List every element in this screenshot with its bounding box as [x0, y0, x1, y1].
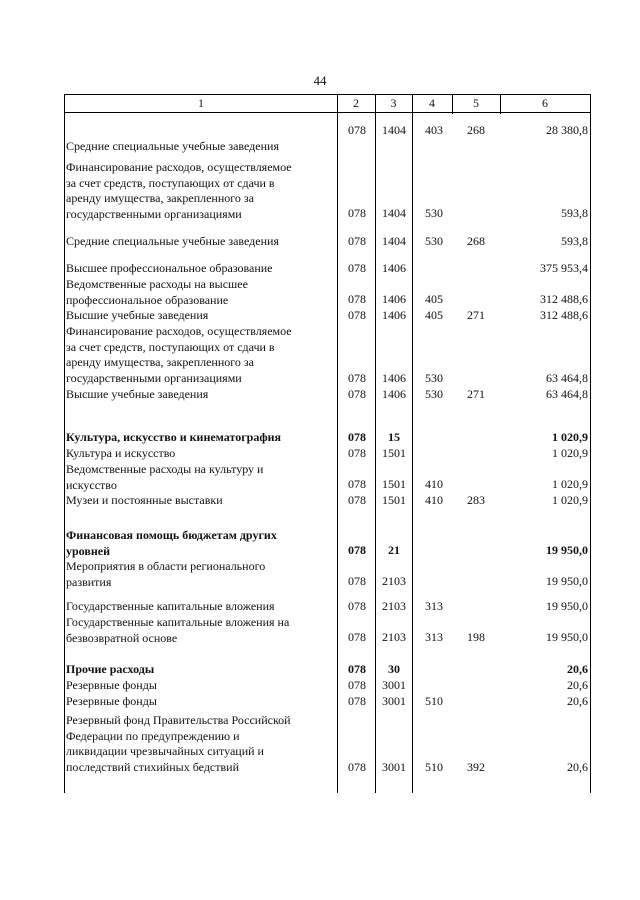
table-row	[65, 713, 590, 776]
cell-col-6: 312 488,6	[540, 308, 588, 323]
cell-col-2: 078	[348, 308, 366, 323]
cell-col-3: 1406	[382, 308, 406, 323]
cell-col-4: 510	[425, 694, 443, 709]
table-row	[65, 446, 590, 462]
cell-col-6: 19 950,0	[546, 543, 588, 558]
cell-col-2: 078	[348, 678, 366, 693]
row-label: Финансирование расходов, осуществляемое за счет средств, поступающих от сдачи в аренду имущества, закрепленного за государственными организациями	[66, 160, 292, 221]
row-label: Финансирование расходов, осуществляемое за счет средств, поступающих от сдачи в аренду имущества, закрепленного за государственными организациями	[66, 324, 292, 385]
cell-col-5: 271	[467, 387, 485, 402]
row-label: Культура, искусство и кинематография	[66, 430, 282, 444]
budget-table	[64, 94, 591, 793]
table-row	[65, 559, 590, 590]
cell-col-6: 19 950,0	[546, 630, 588, 645]
row-label: Высшее профессиональное образование	[66, 261, 273, 275]
row-label: Резервные фонды	[66, 678, 157, 692]
table-row	[65, 599, 590, 615]
cell-col-6: 1 020,9	[552, 493, 588, 508]
cell-col-2: 078	[348, 206, 366, 221]
cell-col-3: 2103	[382, 599, 406, 614]
cell-col-6: 63 464,8	[546, 371, 588, 386]
cell-col-2: 078	[348, 234, 366, 249]
cell-col-6: 28 380,8	[546, 123, 588, 138]
cell-col-2: 078	[348, 599, 366, 614]
table-row	[65, 234, 590, 250]
cell-col-6: 593,8	[561, 234, 588, 249]
cell-col-3: 1501	[382, 477, 406, 492]
table-top-rule	[65, 94, 590, 95]
row-label: Государственные капитальные вложения на безвозвратной основе	[66, 615, 290, 645]
cell-col-4: 405	[425, 308, 443, 323]
cell-col-2: 078	[348, 694, 366, 709]
cell-col-5: 268	[467, 234, 485, 249]
cell-col-6: 375 953,4	[540, 261, 588, 276]
cell-col-3: 1406	[382, 292, 406, 307]
cell-col-2: 078	[348, 292, 366, 307]
cell-col-3: 3001	[382, 760, 406, 775]
header-col-6: 6	[542, 96, 548, 110]
cell-col-2: 078	[348, 387, 366, 402]
row-label: Ведомственные расходы на высшее профессиональное образование	[66, 277, 248, 307]
cell-col-3: 2103	[382, 574, 406, 589]
cell-col-6: 1 020,9	[552, 446, 588, 461]
row-label: Ведомственные расходы на культуру и искусство	[66, 462, 264, 492]
header-col-1: 1	[198, 96, 204, 110]
cell-col-6: 20,6	[567, 694, 588, 709]
row-label: Государственные капитальные вложения	[66, 599, 275, 613]
header-col-3: 3	[390, 96, 397, 110]
cell-col-6: 593,8	[561, 206, 588, 221]
row-label: Музеи и постоянные выставки	[66, 493, 223, 507]
cell-col-2: 078	[348, 430, 366, 445]
cell-col-3: 1406	[382, 371, 406, 386]
cell-col-3: 1404	[382, 123, 406, 138]
row-label: Резервный фонд Правительства Российской Федерации по предупреждению и ликвидации чрезвычайных ситуаций и последствий стихийных бедствий	[66, 713, 291, 774]
cell-col-3: 1406	[382, 261, 406, 276]
table-row	[65, 308, 590, 324]
cell-col-6: 19 950,0	[546, 599, 588, 614]
cell-col-5: 392	[467, 760, 485, 775]
cell-col-3: 3001	[382, 678, 406, 693]
cell-col-3: 1501	[382, 493, 406, 508]
cell-col-3: 3001	[382, 694, 406, 709]
row-label: Прочие расходы	[66, 662, 155, 676]
cell-col-5: 271	[467, 308, 485, 323]
cell-col-2: 078	[348, 543, 366, 558]
cell-col-2: 078	[348, 477, 366, 492]
row-label: Высшие учебные заведения	[66, 387, 209, 401]
table-row	[65, 678, 590, 694]
table-row	[65, 528, 590, 559]
cell-col-5: 198	[467, 630, 485, 645]
table-row	[65, 387, 590, 403]
cell-col-2: 078	[348, 123, 366, 138]
cell-col-3: 30	[388, 662, 400, 677]
table-row	[65, 324, 590, 387]
cell-col-5: 268	[467, 123, 485, 138]
cell-col-2: 078	[348, 630, 366, 645]
cell-col-3: 1501	[382, 446, 406, 461]
cell-col-6: 20,6	[567, 662, 588, 677]
header-bottom-rule	[65, 112, 590, 113]
cell-col-4: 530	[425, 234, 443, 249]
cell-col-4: 403	[425, 123, 443, 138]
table-row	[65, 462, 590, 493]
cell-col-3: 1404	[382, 234, 406, 249]
table-row	[65, 694, 590, 710]
table-row	[65, 160, 590, 222]
cell-col-6: 312 488,6	[540, 292, 588, 307]
row-label: Средние специальные учебные заведения	[66, 139, 279, 153]
cell-col-2: 078	[348, 261, 366, 276]
table-row	[65, 615, 590, 646]
table-row	[65, 261, 590, 277]
row-label: Средние специальные учебные заведения	[66, 234, 279, 248]
row-label: Культура и искусство	[66, 446, 176, 460]
cell-col-6: 20,6	[567, 760, 588, 775]
cell-col-6: 20,6	[567, 678, 588, 693]
row-label: Финансовая помощь бюджетам других уровней	[66, 528, 277, 558]
table-row	[65, 277, 590, 308]
cell-col-2: 078	[348, 662, 366, 677]
cell-col-4: 530	[425, 387, 443, 402]
header-col-4: 4	[429, 96, 435, 110]
table-row	[65, 430, 590, 446]
header-col-2: 2	[353, 96, 359, 110]
cell-col-3: 1406	[382, 387, 406, 402]
cell-col-2: 078	[348, 760, 366, 775]
cell-col-2: 078	[348, 493, 366, 508]
cell-col-4: 510	[425, 760, 443, 775]
cell-col-4: 410	[425, 477, 443, 492]
cell-col-5: 283	[467, 493, 485, 508]
row-label: Высшие учебные заведения	[66, 308, 209, 322]
cell-col-4: 313	[425, 599, 443, 614]
cell-col-4: 405	[425, 292, 443, 307]
row-label: Мероприятия в области регионального развития	[66, 559, 266, 589]
page-number: 44	[313, 73, 327, 88]
cell-col-6: 1 020,9	[552, 430, 588, 445]
cell-col-6: 19 950,0	[546, 574, 588, 589]
header-col-5: 5	[473, 96, 479, 110]
cell-col-6: 63 464,8	[546, 387, 588, 402]
cell-col-2: 078	[348, 371, 366, 386]
cell-col-4: 530	[425, 371, 443, 386]
cell-col-4: 530	[425, 206, 443, 221]
cell-col-4: 313	[425, 630, 443, 645]
cell-col-3: 21	[388, 543, 400, 558]
cell-col-3: 15	[388, 430, 400, 445]
table-row	[65, 662, 590, 678]
row-label: Резервные фонды	[66, 694, 157, 708]
cell-col-4: 410	[425, 493, 443, 508]
cell-col-3: 1404	[382, 206, 406, 221]
cell-col-3: 2103	[382, 630, 406, 645]
cell-col-2: 078	[348, 446, 366, 461]
cell-col-6: 1 020,9	[552, 477, 588, 492]
cell-col-2: 078	[348, 574, 366, 589]
table-row	[65, 493, 590, 509]
